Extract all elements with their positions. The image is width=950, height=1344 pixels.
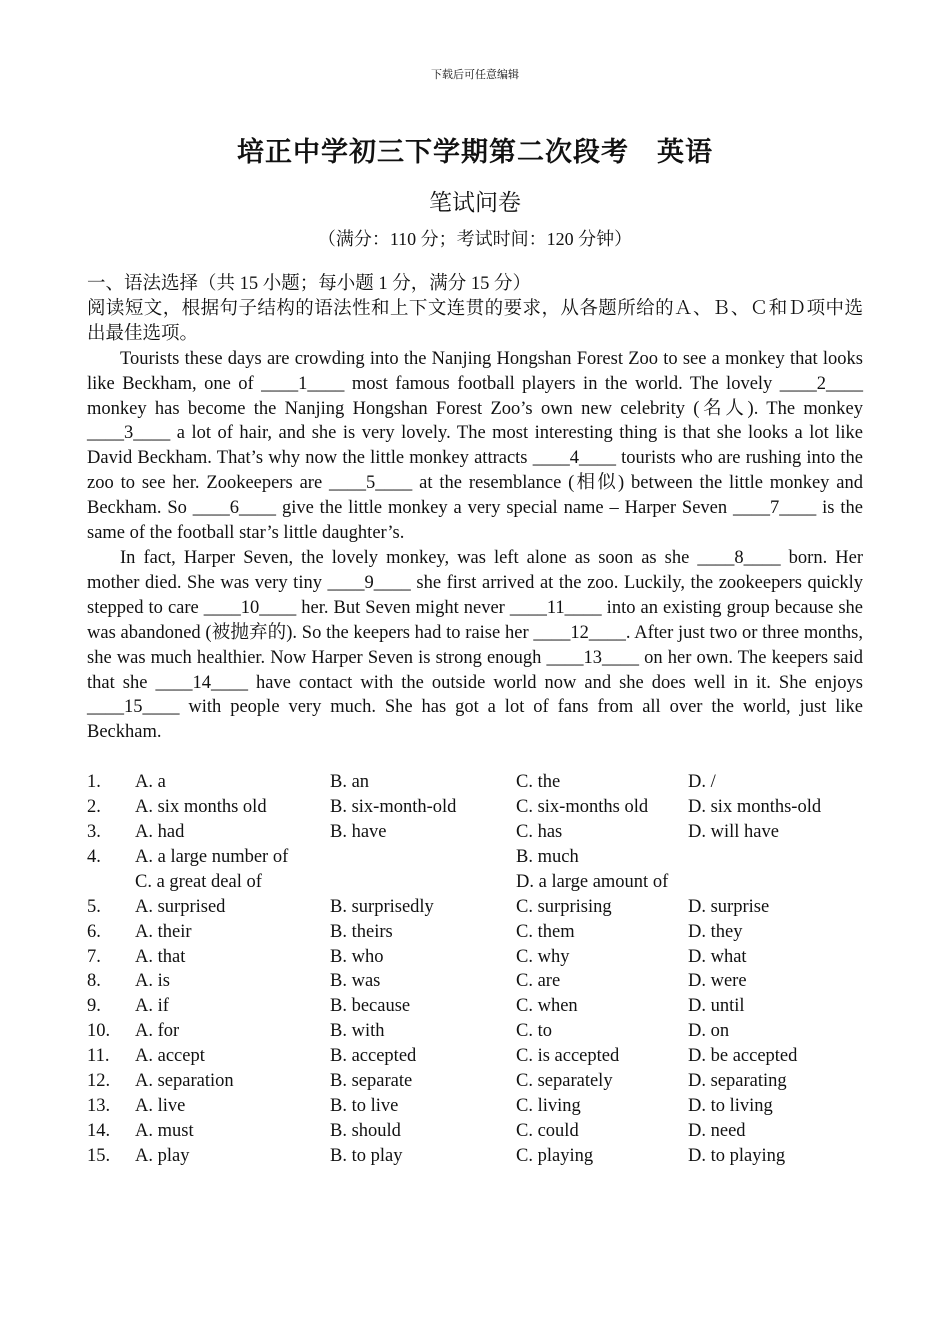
option-d: D. they xyxy=(688,921,743,942)
option-a: A. surprised xyxy=(135,896,226,917)
option-b: B. separate xyxy=(330,1071,413,1092)
question-number: 12. xyxy=(87,1071,111,1092)
question-row xyxy=(87,1144,863,1169)
option-b: B. theirs xyxy=(330,921,393,942)
option-b: B. accepted xyxy=(330,1046,417,1067)
option-a: A. accept xyxy=(135,1046,205,1067)
score-info: （满分：110 分；考试时间：120 分钟） xyxy=(317,229,633,249)
option-b: B. because xyxy=(330,996,411,1017)
question-row xyxy=(87,1094,863,1119)
option-c: C. six-months old xyxy=(516,797,649,818)
option-b: B. to live xyxy=(330,1096,399,1116)
section-instruction: 阅读短文，根据句子结构的语法性和上下文连贯的要求，从各题所给的Ａ、Ｂ、Ｃ和Ｄ项中选出最佳选项。 xyxy=(87,298,863,344)
option-d: D. six months-old xyxy=(688,797,822,818)
option-a: A. separation xyxy=(135,1071,234,1092)
option-d: D. on xyxy=(688,1021,730,1042)
question-row xyxy=(87,920,863,945)
question-row xyxy=(87,1119,863,1144)
option-b: B. to play xyxy=(330,1145,403,1166)
option-a: A. must xyxy=(135,1120,194,1141)
option-d: D. surprise xyxy=(688,896,770,917)
question-number: 5. xyxy=(87,896,101,917)
passage-paragraph-2: In fact, Harper Seven, the lovely monkey, was left alone as soon as she ____8____ born. Her mother died. She was very tiny ____9____ she first arrived at the zoo. Luckily, the zookeepers quickly stepped to care ____10____ her. But Seven might never ____11____ into an existing group because she was abandoned (被抛弃的). So the keepers had to raise her ____12____. After just two or three months, she was much healthier. Now Harper Seven is strong enough ____13____ on her own. The keepers said that she ____14____ have contact with the outside world now and she does well in it. She enjoys ____15____ with people very much. She has got a lot of fans from all over the world, just like Beckham. xyxy=(87,547,863,743)
question-row xyxy=(87,795,863,820)
option-a: A. live xyxy=(135,1096,186,1116)
exam-title: 培正中学初三下学期第二次段考 英语 xyxy=(237,137,713,167)
option-a: A. their xyxy=(135,921,192,942)
option-b: B. who xyxy=(330,946,384,967)
exam-content xyxy=(87,272,863,1169)
option-d: D. to living xyxy=(688,1096,773,1116)
question-number: 10. xyxy=(87,1021,111,1042)
question-number-spacer xyxy=(87,870,135,895)
option-b: B. should xyxy=(330,1120,401,1141)
option-c: C. living xyxy=(516,1096,581,1116)
option-c: C. the xyxy=(516,772,561,793)
option-a: A. six months old xyxy=(135,797,267,818)
option-c: C. separately xyxy=(516,1071,613,1092)
question-row xyxy=(87,820,863,845)
option-a: A. a xyxy=(135,772,166,793)
option-b: B. six-month-old xyxy=(330,797,457,818)
option-d: D. need xyxy=(688,1120,746,1141)
option-c: C. could xyxy=(516,1120,579,1141)
question-number: 14. xyxy=(87,1120,111,1141)
option-b: B. much xyxy=(516,846,579,867)
question-row xyxy=(87,969,863,994)
option-d: D. / xyxy=(688,772,716,793)
option-c: C. are xyxy=(516,971,561,992)
header-note: 下载后可任意编辑 xyxy=(431,69,519,81)
question-row xyxy=(87,945,863,970)
option-a: A. a large number of xyxy=(135,846,289,867)
option-b: B. with xyxy=(330,1021,385,1042)
question-number: 1. xyxy=(87,772,101,793)
question-row xyxy=(87,845,863,870)
question-number: 3. xyxy=(87,822,101,843)
option-b: B. was xyxy=(330,971,381,992)
option-a: A. had xyxy=(135,822,185,843)
option-c: C. why xyxy=(516,946,570,967)
exam-subtitle: 笔试问卷 xyxy=(429,190,521,215)
option-c: C. playing xyxy=(516,1145,594,1166)
question-number: 15. xyxy=(87,1145,111,1166)
option-a: A. is xyxy=(135,971,170,992)
question-number: 11. xyxy=(87,1046,110,1067)
question-number: 2. xyxy=(87,797,101,818)
question-row xyxy=(87,1019,863,1044)
question-number: 4. xyxy=(87,846,101,867)
question-table xyxy=(87,770,863,1169)
option-d: D. were xyxy=(688,971,747,992)
option-c: C. to xyxy=(516,1021,552,1042)
option-d: D. separating xyxy=(688,1071,787,1092)
option-c: C. has xyxy=(516,822,563,843)
option-d: D. will have xyxy=(688,822,779,843)
option-a: A. that xyxy=(135,946,186,967)
option-a: A. if xyxy=(135,996,169,1017)
section-heading: 一、语法选择（共 15 小题；每小题 1 分，满分 15 分） xyxy=(87,274,532,294)
option-a: A. play xyxy=(135,1145,190,1166)
option-a: A. for xyxy=(135,1021,180,1042)
question-number: 6. xyxy=(87,921,101,942)
question-row xyxy=(87,994,863,1019)
option-c: C. surprising xyxy=(516,896,612,917)
option-d: D. until xyxy=(688,996,745,1017)
option-b: B. an xyxy=(330,772,370,793)
option-c: C. a great deal of xyxy=(135,871,262,892)
option-d: D. to playing xyxy=(688,1145,786,1166)
question-row-continued xyxy=(87,870,863,895)
question-row xyxy=(87,770,863,795)
option-d: D. a large amount of xyxy=(516,871,669,892)
question-number: 9. xyxy=(87,996,101,1017)
question-row xyxy=(87,895,863,920)
option-d: D. what xyxy=(688,946,747,967)
question-number: 13. xyxy=(87,1096,111,1116)
option-c: C. when xyxy=(516,996,578,1017)
option-d: D. be accepted xyxy=(688,1046,798,1067)
question-number: 7. xyxy=(87,946,101,967)
question-row xyxy=(87,1044,863,1069)
option-c: C. is accepted xyxy=(516,1046,620,1067)
option-b: B. have xyxy=(330,822,387,843)
question-row xyxy=(87,1069,863,1094)
passage-paragraph-1: Tourists these days are crowding into the Nanjing Hongshan Forest Zoo to see a monkey that looks like Beckham, one of ____1____ most famous football players in the world. The lovely ____2____ monkey has become the Nanjing Hongshan Forest Zoo’s own new celebrity (名人). The monkey ____3____ a lot of hair, and she is very lovely. The most interesting thing is that she looks a lot like David Beckham. That’s why now the little monkey attracts ____4____ tourists who are rushing into the zoo to see her. Zookeepers are ____5____ at the resemblance (相似) between the little monkey and Beckham. So ____6____ give the little monkey a very special name – Harper Seven ____7____ is the same of the football star’s little daughter’s. xyxy=(87,348,863,544)
option-b: B. surprisedly xyxy=(330,896,434,917)
question-number: 8. xyxy=(87,971,101,992)
option-c: C. them xyxy=(516,921,575,942)
